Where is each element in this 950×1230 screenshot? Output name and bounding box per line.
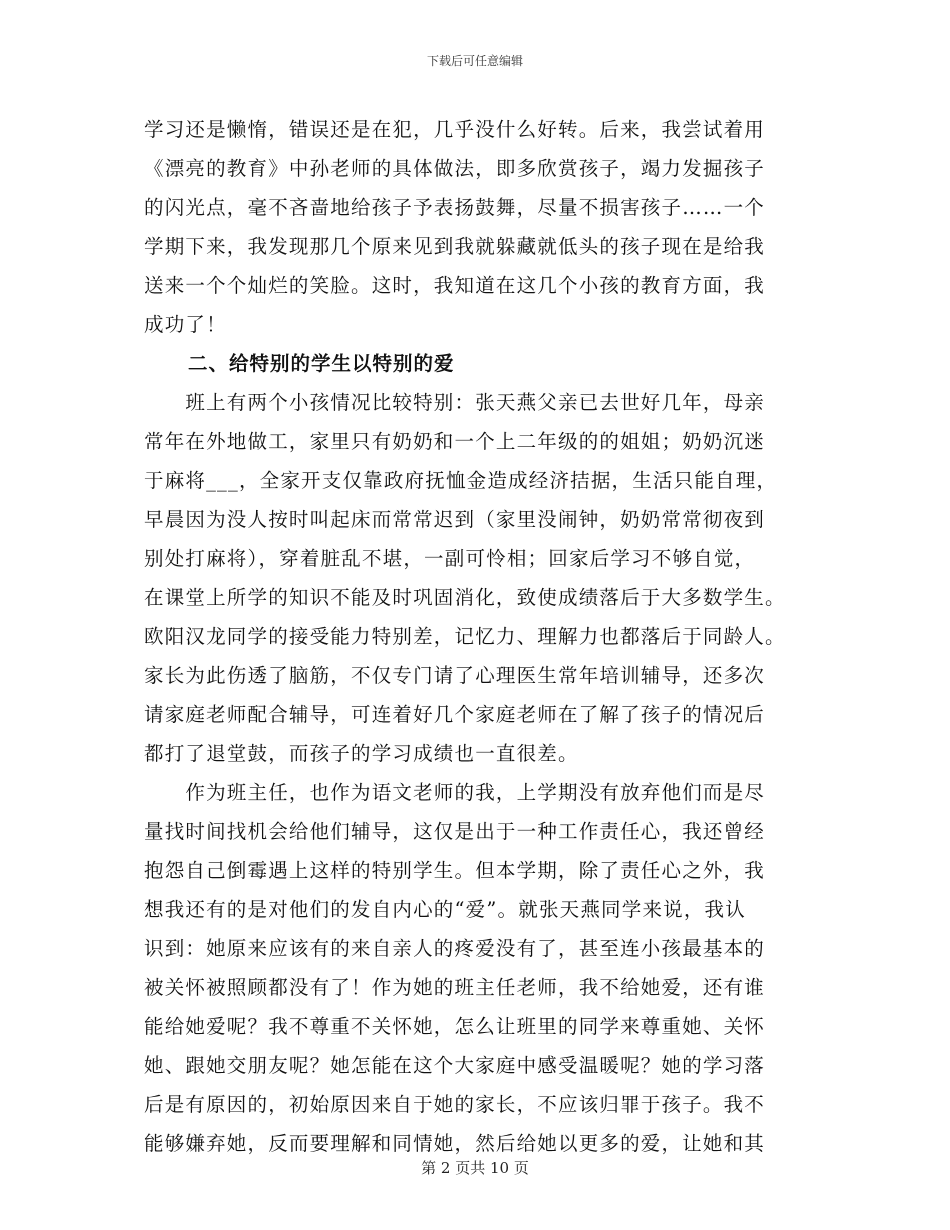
text-line: 欧阳汉龙同学的接受能力特别差，记忆力、理解力也都落后于同龄人。 bbox=[144, 625, 786, 648]
text-line: 在课堂上所学的知识不能及时巩固消化，致使成绩落后于大多数学生。 bbox=[144, 586, 786, 609]
text-line: 都打了退堂鼓，而孩子的学习成绩也一直很差。 bbox=[144, 742, 579, 765]
text-line: 家长为此伤透了脑筋，不仅专门请了心理医生常年培训辅导，还多次 bbox=[144, 664, 766, 687]
text-line: 成功了！ bbox=[144, 313, 227, 336]
text-line: 学期下来，我发现那几个原来见到我就躲藏就低头的孩子现在是给我 bbox=[144, 235, 766, 258]
document-body bbox=[144, 110, 816, 1163]
text-line: 想我还有的是对他们的发自内心的“爱”。就张天燕同学来说，我认 bbox=[144, 898, 746, 921]
text-line: 早晨因为没人按时叫起床而常常迟到（家里没闹钟，奶奶常常彻夜到 bbox=[144, 508, 766, 531]
text-line: 能给她爱呢？我不尊重不关怀她，怎么让班里的同学来尊重她、关怀 bbox=[144, 1015, 766, 1038]
text-line: 送来一个个灿烂的笑脸。这时，我知道在这几个小孩的教育方面，我 bbox=[144, 274, 766, 297]
text-line: 她、跟她交朋友呢？她怎能在这个大家庭中感受温暖呢？她的学习落 bbox=[144, 1054, 766, 1077]
text-line: 班上有两个小孩情况比较特别：张天燕父亲已去世好几年，母亲 bbox=[144, 391, 766, 414]
text-line: 能够嫌弃她，反而要理解和同情她，然后给她以更多的爱，让她和其 bbox=[144, 1132, 766, 1155]
text-line: 学习还是懒惰，错误还是在犯，几乎没什么好转。后来，我尝试着用 bbox=[144, 118, 766, 141]
text-line: 后是有原因的，初始原因来自于她的家长，不应该归罪于孩子。我不 bbox=[144, 1093, 766, 1116]
text-line: 常年在外地做工，家里只有奶奶和一个上二年级的的姐姐；奶奶沉迷 bbox=[144, 430, 766, 453]
section-heading: 二、给特别的学生以特别的爱 bbox=[188, 352, 455, 375]
page-header: 下载后可任意编辑 bbox=[426, 54, 523, 68]
text-line: 识到：她原来应该有的来自亲人的疼爱没有了，甚至连小孩最基本的 bbox=[144, 937, 766, 960]
text-line: 别处打麻将），穿着脏乱不堪，一副可怜相；回家后学习不够自觉， bbox=[144, 547, 756, 570]
text-line: 被关怀被照顾都没有了！作为她的班主任老师，我不给她爱，还有谁 bbox=[144, 976, 766, 999]
text-line: 抱怨自己倒霉遇上这样的特别学生。但本学期，除了责任心之外，我 bbox=[144, 859, 766, 882]
page-number: 第 2 页共 10 页 bbox=[421, 1159, 529, 1177]
text-line: 作为班主任，也作为语文老师的我，上学期没有放弃他们而是尽 bbox=[144, 781, 766, 804]
text-line: 于麻将___，全家开支仅靠政府抚恤金造成经济拮据，生活只能自理， bbox=[144, 469, 778, 492]
text-line: 量找时间找机会给他们辅导，这仅是出于一种工作责任心，我还曾经 bbox=[144, 820, 766, 843]
text-line: 的闪光点，毫不吝啬地给孩子予表扬鼓舞，尽量不损害孩子……一个 bbox=[144, 196, 766, 219]
text-line: 请家庭老师配合辅导，可连着好几个家庭老师在了解了孩子的情况后 bbox=[144, 703, 766, 726]
text-line: 《漂亮的教育》中孙老师的具体做法，即多欣赏孩子，竭力发掘孩子 bbox=[144, 157, 766, 180]
